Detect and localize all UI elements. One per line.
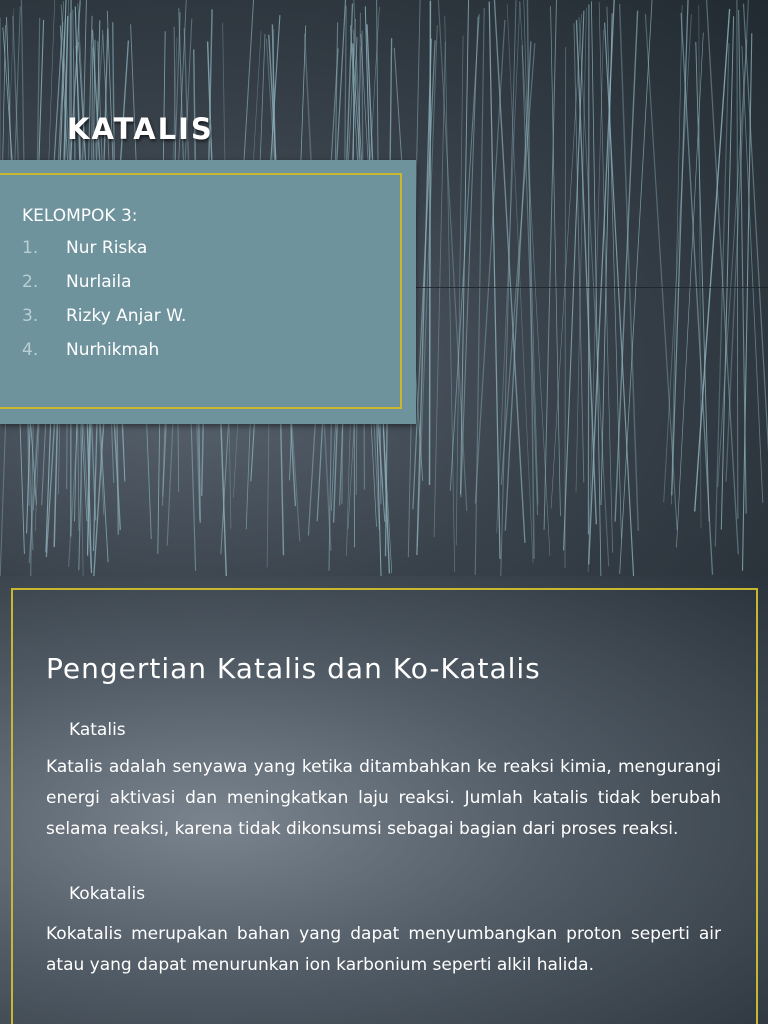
list-item: [22, 306, 186, 340]
list-number: 4.: [22, 340, 39, 360]
background-line: [620, 4, 639, 531]
background-line: [591, 1, 601, 576]
group-label: KELOMPOK 3:: [22, 206, 138, 226]
list-number: 3.: [22, 306, 39, 326]
list-number: 2.: [22, 272, 39, 292]
list-item: [22, 238, 186, 272]
background-line: [607, 7, 622, 539]
background-line: [475, 8, 484, 575]
kokatalis-heading: Kokatalis: [69, 884, 146, 904]
background-line: [461, 17, 478, 498]
background-line: [489, 2, 500, 559]
background-line: [565, 47, 566, 568]
kokatalis-paragraph: Kokatalis merupakan bahan yang dapat menyumbangkan proton seperti air atau yang dapat menurunkan ion karbonium seperti alkil halida.: [46, 924, 721, 975]
katalis-paragraph: Katalis adalah senyawa yang ketika ditambahkan ke reaksi kimia, mengurangi energi aktivasi dan meningkatkan laju reaksi. Jumlah katalis tidak berubah selama reaksi, karena tidak dikonsumsi sebagai bagian dari proses reaksi.: [46, 757, 721, 839]
list-number: 1.: [22, 238, 39, 258]
slide-title: Pengertian Katalis dan Ko-Katalis: [46, 652, 541, 685]
background-line: [744, 4, 768, 498]
background-line: [520, 1, 550, 555]
background-line: [696, 42, 709, 521]
background-line: [497, 2, 520, 533]
background-line: [737, 0, 738, 519]
member-name: Nur Riska: [66, 238, 148, 258]
background-line: [677, 33, 704, 548]
background-line: [445, 16, 455, 572]
background-line: [671, 5, 682, 505]
background-line: [417, 25, 437, 546]
member-name: Rizky Anjar W.: [66, 306, 187, 326]
definition-slide: [0, 576, 768, 1024]
member-name: Nurlaila: [66, 272, 132, 292]
background-line: [505, 41, 531, 530]
background-line: [672, 0, 689, 495]
background-line: [664, 14, 692, 502]
background-line: [588, 4, 589, 534]
list-item: [22, 340, 186, 374]
member-name: Nurhikmah: [66, 340, 160, 360]
background-line: [743, 33, 752, 571]
background-line: [579, 17, 609, 566]
background-line: [645, 14, 677, 530]
member-list: [22, 238, 186, 374]
background-line: [501, 0, 516, 576]
background-line: [434, 42, 445, 537]
slide-title: KATALIS: [67, 112, 214, 146]
background-line: [413, 40, 435, 509]
katalis-heading: Katalis: [69, 720, 126, 740]
list-item: [22, 272, 186, 306]
